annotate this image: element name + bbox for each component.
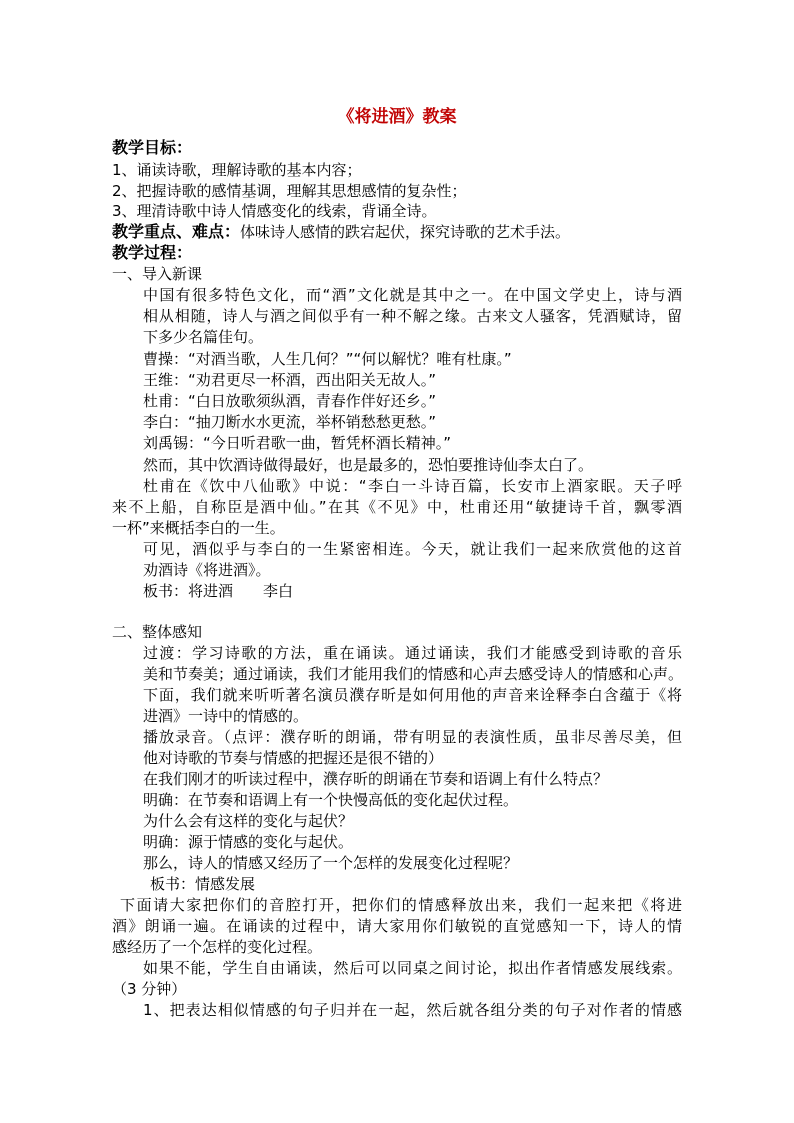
board-note: 板书：情感发展 — [150, 875, 256, 893]
section-heading: 一、导入新课 — [112, 265, 203, 283]
paragraph-line: 劝酒诗《将进酒》。 — [143, 561, 271, 579]
paragraph-line: 感经历了一个怎样的变化过程。 — [112, 938, 323, 956]
quote-line: 王维：“劝君更尽一杯酒，西出阳关无故人。” — [143, 371, 437, 389]
paragraph-line: 中国有很多特色文化，而“酒”文化就是其中之一。在中国文学史上，诗与酒 — [143, 286, 682, 304]
paragraph-line: 杜甫在《饮中八仙歌》中说：“李白一斗诗百篇，长安市上酒家眠。天子呼 — [143, 477, 682, 495]
goals-heading: 教学目标： — [112, 138, 193, 157]
quote-line: 刘禹锡：“今日听君歌一曲，暂凭杯酒长精神。” — [143, 434, 452, 452]
paragraph-line: 来不上船，自称臣是酒中仙。”在其《不见》中，杜甫还用“敏捷诗千首，飘零酒 — [112, 498, 682, 516]
question-line: 那么，诗人的情感又经历了一个怎样的发展变化过程呢？ — [143, 854, 519, 872]
paragraph-line: 可见，酒似乎与李白的一生紧密相连。今天，就让我们一起来欣赏他的这首 — [143, 540, 682, 558]
paragraph-line: 1、把表达相似情感的句子归并在一起，然后就各组分类的句子对作者的情感 — [143, 1001, 682, 1019]
paragraph-line: 相从相随，诗人与酒之间似乎有一种不解之缘。古来文人骚客，凭酒赋诗，留 — [143, 307, 682, 325]
document-title: 《将进酒》教案 — [337, 107, 457, 127]
key-points-label: 教学重点、难点： — [112, 222, 241, 241]
key-points-text: 体味诗人感情的跌宕起伏，探究诗歌的艺术手法。 — [240, 223, 571, 241]
paragraph-line: 进酒》一诗中的情感的。 — [143, 707, 309, 725]
answer-line: 明确：源于情感的变化与起伏。 — [143, 833, 354, 851]
quote-line: 李白：“抽刀断水水更流，举杯销愁愁更愁。” — [143, 413, 437, 431]
paragraph-line: 下面请大家把你们的音腔打开，把你们的情感释放出来，我们一起来把《将进 — [120, 896, 682, 914]
paragraph-line: 播放录音。（点评：濮存昕的朗诵，带有明显的表演性质，虽非尽善尽美，但 — [143, 728, 682, 746]
key-points — [112, 222, 570, 242]
section-heading: 二、整体感知 — [112, 623, 203, 641]
goal-item: 1、诵读诗歌，理解诗歌的基本内容； — [112, 161, 362, 179]
paragraph-line: 一杯”来概括李白的一生。 — [112, 519, 285, 537]
paragraph-line: 然而，其中饮酒诗做得最好，也是最多的，恐怕要推诗仙李太白了。 — [143, 456, 594, 474]
goal-item: 2、把握诗歌的感情基调，理解其思想感情的复杂性； — [112, 182, 467, 200]
process-heading: 教学过程： — [112, 243, 193, 262]
paragraph-line: 下多少名篇佳句。 — [143, 328, 264, 346]
question-line: 为什么会有这样的变化与起伏？ — [143, 812, 354, 830]
paragraph-line: 他对诗歌的节奏与情感的把握还是很不错的） — [143, 749, 444, 767]
paragraph-line: 美和节奏美；通过诵读，我们才能用我们的情感和心声去感受诗人的情感和心声。 — [143, 665, 684, 683]
quote-line: 曹操：“对酒当歌，人生几何？”“何以解忧？唯有杜康。” — [143, 350, 512, 368]
paragraph-line: 过渡：学习诗歌的方法，重在诵读。通过诵读，我们才能感受到诗歌的音乐 — [143, 644, 682, 662]
answer-line: 明确：在节奏和语调上有一个快慢高低的变化起伏过程。 — [143, 791, 519, 809]
board-note: 板书：将进酒 李白 — [143, 582, 294, 600]
question-line: 在我们刚才的听读过程中，濮存昕的朗诵在节奏和语调上有什么特点？ — [143, 770, 609, 788]
paragraph-line: 下面，我们就来听听著名演员濮存昕是如何用他的声音来诠释李白含蕴于《将 — [143, 686, 682, 704]
paragraph-line: 酒》朗诵一遍。在诵读的过程中，请大家用你们敏锐的直觉感知一下，诗人的情 — [112, 917, 682, 935]
quote-line: 杜甫：“白日放歌须纵酒，青春作伴好还乡。” — [143, 392, 437, 410]
paragraph-line: （3 分钟） — [112, 980, 187, 998]
paragraph-line: 如果不能，学生自由诵读，然后可以同桌之间讨论，拟出作者情感发展线索。 — [143, 959, 682, 977]
goal-item: 3、理清诗歌中诗人情感变化的线索，背诵全诗。 — [112, 202, 437, 220]
